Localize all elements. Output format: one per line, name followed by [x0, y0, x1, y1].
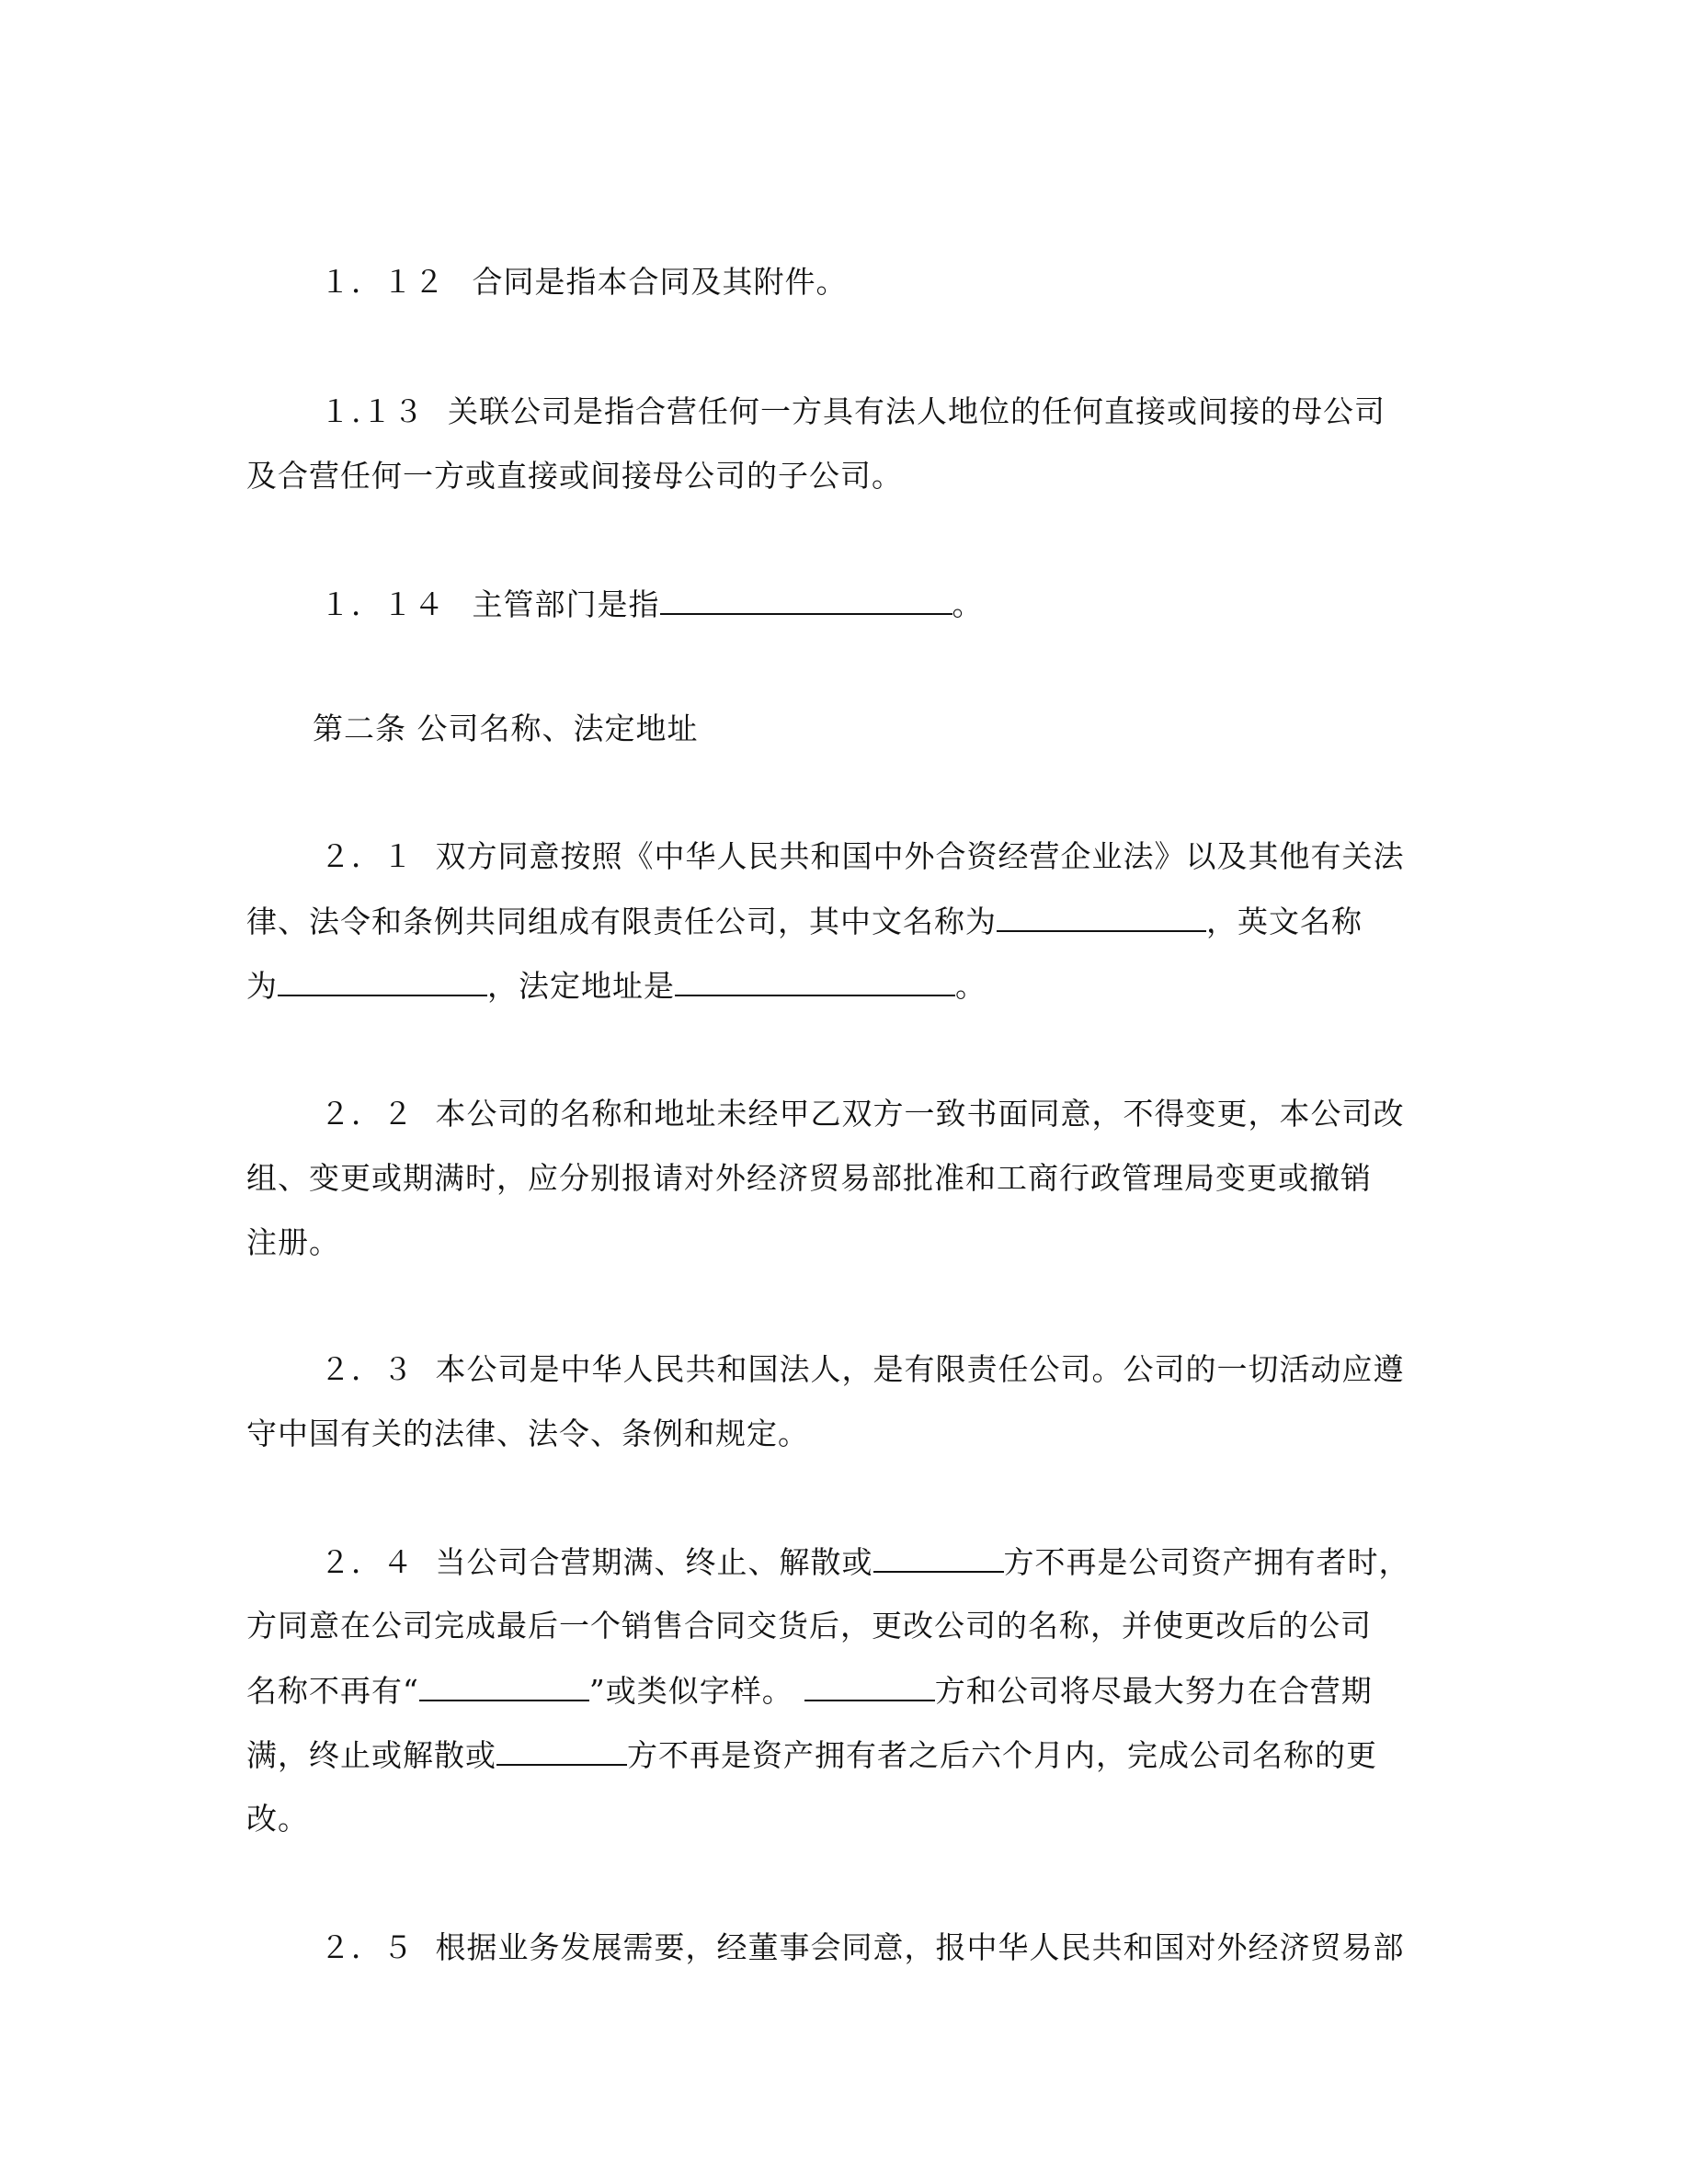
clause-2-4-line-3 — [246, 1672, 1442, 1710]
clause-text: 满，终止或解散或 — [246, 1737, 496, 1773]
english-name-blank[interactable] — [278, 967, 487, 996]
clause-2-2-line-2 — [246, 1160, 1442, 1197]
clause-number: ２．１ — [320, 838, 414, 874]
clause-text: ，英文名称 — [1206, 904, 1363, 939]
clause-text: 方不再是资产拥有者之后六个月内，完成公司名称的更 — [627, 1737, 1377, 1773]
name-word-blank[interactable] — [419, 1672, 589, 1701]
clause-text: 改。 — [246, 1801, 309, 1837]
clause-text: 关联公司是指合营任何一方具有法人地位的任何直接或间接的母公司 — [448, 393, 1386, 429]
clause-2-1-line-2 — [246, 903, 1442, 940]
party-blank[interactable] — [496, 1736, 627, 1766]
party-blank[interactable] — [804, 1672, 935, 1701]
clause-2-1-line-3 — [246, 967, 1442, 1005]
clause-text: ，法定地址是 — [487, 968, 675, 1004]
clause-2-5-line-1 — [320, 1929, 1515, 1966]
clause-text: 为 — [246, 968, 278, 1004]
clause-2-4-line-2 — [246, 1608, 1442, 1644]
clause-text: 本公司的名称和地址未经甲乙双方一致书面同意，不得变更，本公司改 — [435, 1096, 1405, 1132]
clause-text: 双方同意按照《中华人民共和国中外合资经营企业法》以及其他有关法 — [435, 838, 1405, 874]
clause-text: 根据业务发展需要，经董事会同意，报中华人民共和国对外经济贸易部 — [435, 1929, 1405, 1965]
clause-number: ２．５ — [320, 1929, 414, 1965]
clause-number: １.１３ — [320, 393, 425, 429]
clause-text: ”或类似字样。 — [588, 1673, 793, 1709]
clause-text: 本公司是中华人民共和国法人，是有限责任公司。公司的一切活动应遵 — [435, 1351, 1405, 1387]
clause-text: 注册。 — [246, 1224, 340, 1260]
clause-1-13-line-2 — [246, 458, 1442, 495]
clause-2-4-line-1 — [320, 1543, 1515, 1581]
clause-number: ２．４ — [320, 1544, 414, 1580]
clause-1-13-line-1 — [320, 393, 1515, 430]
clause-2-2-line-1 — [320, 1096, 1515, 1132]
clause-text: 。 — [955, 968, 987, 1004]
clause-text: 及合营任何一方或直接或间接母公司的子公司。 — [246, 458, 903, 494]
clause-2-1-line-1 — [320, 838, 1515, 875]
article-2-title — [313, 711, 1508, 747]
clause-1-12 — [320, 264, 1515, 301]
clause-1-14 — [320, 586, 1515, 623]
clause-2-4-line-5 — [246, 1801, 1442, 1837]
clause-2-4-line-4 — [246, 1736, 1442, 1774]
clause-2-3-line-1 — [320, 1351, 1515, 1388]
clause-text: 方和公司将尽最大努力在合营期 — [934, 1673, 1373, 1709]
party-blank[interactable] — [873, 1543, 1004, 1573]
clause-text: 方不再是公司资产拥有者时， — [1003, 1544, 1410, 1580]
article-title: 第二条 公司名称、法定地址 — [313, 711, 699, 746]
clause-text: 主管部门是指 — [472, 586, 660, 622]
clause-2-2-line-3 — [246, 1224, 1442, 1261]
address-blank[interactable] — [675, 967, 955, 996]
fill-in-blank[interactable] — [660, 586, 952, 615]
clause-text: 。 — [952, 586, 984, 622]
clause-number: ２．３ — [320, 1351, 414, 1387]
clause-number: １．１４ — [320, 586, 445, 622]
clause-text: 律、法令和条例共同组成有限责任公司，其中文名称为 — [246, 904, 997, 939]
clause-text: 当公司合营期满、终止、解散或 — [435, 1544, 873, 1580]
clause-number: １．１２ — [320, 264, 445, 300]
clause-text: 守中国有关的法律、法令、条例和规定。 — [246, 1416, 809, 1451]
clause-number: ２．２ — [320, 1096, 414, 1132]
chinese-name-blank[interactable] — [997, 903, 1206, 932]
clause-2-3-line-2 — [246, 1416, 1442, 1452]
clause-text: 组、变更或期满时，应分别报请对外经济贸易部批准和工商行政管理局变更或撤销 — [246, 1160, 1372, 1196]
clause-text: 方同意在公司完成最后一个销售合同交货后，更改公司的名称，并使更改后的公司 — [246, 1608, 1372, 1644]
clause-text: 合同是指本合同及其附件。 — [472, 264, 848, 300]
clause-text: 名称不再有“ — [246, 1673, 419, 1709]
